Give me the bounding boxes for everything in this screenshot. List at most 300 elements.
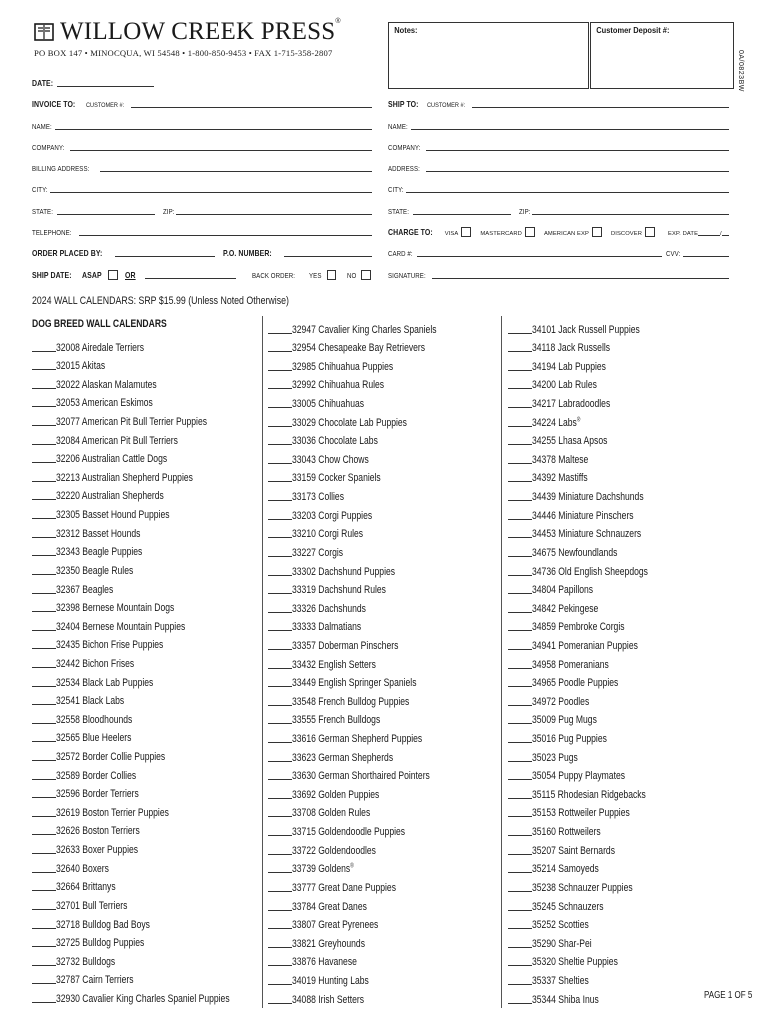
calendar-item[interactable] <box>32 466 279 485</box>
calendar-item-label: 33777 Great Dane Puppies <box>292 881 396 894</box>
quantity-blank[interactable] <box>268 556 292 557</box>
column-divider <box>501 316 502 1008</box>
quantity-blank[interactable] <box>32 965 56 966</box>
quantity-blank[interactable] <box>508 519 532 520</box>
quantity-blank[interactable] <box>32 369 56 370</box>
calendar-item[interactable] <box>508 988 681 1007</box>
calendar-item[interactable] <box>508 523 681 542</box>
quantity-blank[interactable] <box>508 481 532 482</box>
calendar-item[interactable] <box>268 411 477 430</box>
calendar-item[interactable] <box>32 857 279 876</box>
calendar-item[interactable] <box>508 746 681 765</box>
calendar-item[interactable] <box>32 801 279 820</box>
calendar-item[interactable] <box>268 392 477 411</box>
calendar-item[interactable] <box>32 969 279 988</box>
calendar-item-label: 32992 Chihuahua Rules <box>292 379 385 392</box>
calendar-item[interactable] <box>508 709 681 728</box>
calendar-item[interactable] <box>32 727 279 746</box>
quantity-blank[interactable] <box>268 370 292 371</box>
calendar-item[interactable] <box>32 559 279 578</box>
quantity-blank[interactable] <box>268 928 292 929</box>
calendar-item-label: 33821 Greyhounds <box>292 937 365 950</box>
customer-deposit-box[interactable]: Customer Deposit #: <box>590 22 734 89</box>
calendar-item-label: 35160 Rottweilers <box>532 826 601 839</box>
calendar-item[interactable] <box>508 969 681 988</box>
calendar-item-label: 32534 Black Lab Puppies <box>56 676 154 689</box>
quantity-blank[interactable] <box>268 1003 292 1004</box>
calendar-item[interactable] <box>268 485 477 504</box>
calendar-item[interactable] <box>268 858 477 877</box>
calendar-item[interactable] <box>268 672 477 691</box>
calendar-item-label: 33302 Dachshund Puppies <box>292 565 396 578</box>
calendar-item-label: 35337 Shelties <box>532 974 589 987</box>
calendar-item-label: 35115 Rhodesian Ridgebacks <box>532 788 646 801</box>
calendar-item[interactable] <box>268 802 477 821</box>
invoice-state-zip-field[interactable]: STATE: ZIP: <box>32 204 372 216</box>
calendar-item[interactable] <box>32 410 279 429</box>
quantity-blank[interactable] <box>268 686 292 687</box>
calendar-item-label: 32015 Akitas <box>56 360 106 373</box>
calendar-item-label: 32008 Airedale Terriers <box>56 341 145 354</box>
quantity-blank[interactable] <box>32 686 56 687</box>
invoice-name-field[interactable]: NAME: <box>32 119 372 131</box>
quantity-blank[interactable] <box>508 351 532 352</box>
quantity-blank[interactable] <box>508 835 532 836</box>
quantity-blank[interactable] <box>508 742 532 743</box>
quantity-blank[interactable] <box>508 891 532 892</box>
calendar-item[interactable] <box>508 467 681 486</box>
calendar-item-label: 34453 Miniature Schnauzers <box>532 528 642 541</box>
calendar-item[interactable] <box>32 838 279 857</box>
quantity-blank[interactable] <box>508 388 532 389</box>
quantity-blank[interactable] <box>508 612 532 613</box>
calendar-item[interactable] <box>32 522 279 541</box>
quantity-blank[interactable] <box>32 630 56 631</box>
calendar-item[interactable] <box>508 392 681 411</box>
calendar-item[interactable] <box>268 820 477 839</box>
catalog-heading: 2024 WALL CALENDARS: SRP $15.99 (Unless Noted Otherwise) <box>32 295 289 307</box>
calendar-item-label: 32053 American Eskimos <box>56 397 153 410</box>
quantity-blank[interactable] <box>32 406 56 407</box>
calendar-item[interactable] <box>508 430 681 449</box>
calendar-item-label: 32930 Cavalier King Charles Spaniel Puppies <box>56 992 230 1005</box>
calendar-item-label: 34804 Papillons <box>532 584 594 597</box>
quantity-blank[interactable] <box>268 630 292 631</box>
quantity-blank[interactable] <box>32 425 56 426</box>
calendar-item[interactable] <box>32 745 279 764</box>
calendar-item[interactable] <box>268 746 477 765</box>
calendar-item-label: 32022 Alaskan Malamutes <box>56 378 157 391</box>
quantity-blank[interactable] <box>32 834 56 835</box>
quantity-blank[interactable] <box>268 668 292 669</box>
order-placed-by-field[interactable]: ORDER PLACED BY: P.O. NUMBER: <box>32 246 372 258</box>
quantity-blank[interactable] <box>32 872 56 873</box>
invoice-city-field[interactable]: CITY: <box>32 182 372 194</box>
quantity-blank[interactable] <box>508 575 532 576</box>
calendar-item[interactable] <box>268 783 477 802</box>
calendar-item-label: 32541 Black Labs <box>56 695 125 708</box>
calendar-item[interactable] <box>268 951 477 970</box>
quantity-blank[interactable] <box>508 333 532 334</box>
calendar-item[interactable] <box>32 932 279 951</box>
quantity-blank[interactable] <box>508 761 532 762</box>
quantity-blank[interactable] <box>268 965 292 966</box>
calendar-item[interactable] <box>508 727 681 746</box>
calendar-item[interactable] <box>268 616 477 635</box>
calendar-item[interactable] <box>268 653 477 672</box>
visa-checkbox[interactable] <box>461 227 471 237</box>
quantity-blank[interactable] <box>32 797 56 798</box>
calendar-item[interactable] <box>268 765 477 784</box>
quantity-blank[interactable] <box>268 426 292 427</box>
quantity-blank[interactable] <box>508 463 532 464</box>
invoice-to-customer-field[interactable]: INVOICE TO: CUSTOMER #: <box>32 97 372 109</box>
calendar-item-label: 33715 Goldendoodle Puppies <box>292 826 406 839</box>
quantity-blank[interactable] <box>32 928 56 929</box>
quantity-blank[interactable] <box>268 575 292 576</box>
quantity-blank[interactable] <box>32 704 56 705</box>
calendar-item[interactable] <box>508 616 681 635</box>
billing-address-field[interactable]: BILLING ADDRESS: <box>32 161 372 173</box>
calendar-item-label: 34941 Pomeranian Puppies <box>532 639 638 652</box>
calendar-item-label: 33203 Corgi Puppies <box>292 509 373 522</box>
quantity-blank[interactable] <box>508 910 532 911</box>
calendar-item[interactable] <box>268 337 477 356</box>
quantity-blank[interactable] <box>32 853 56 854</box>
calendar-item[interactable] <box>508 932 681 951</box>
amex-checkbox[interactable] <box>592 227 602 237</box>
calendar-item-label: 32985 Chihuahua Puppies <box>292 360 394 373</box>
calendar-item[interactable] <box>268 932 477 951</box>
calendar-item[interactable] <box>268 579 477 598</box>
quantity-blank[interactable] <box>32 1002 56 1003</box>
calendar-item[interactable] <box>268 523 477 542</box>
calendar-item-label: 33432 English Setters <box>292 658 376 671</box>
calendar-item[interactable] <box>508 634 681 653</box>
quantity-blank[interactable] <box>508 500 532 501</box>
calendar-item-label: 34965 Poodle Puppies <box>532 677 619 690</box>
quantity-blank[interactable] <box>268 333 292 334</box>
calendar-item[interactable] <box>508 374 681 393</box>
calendar-item[interactable] <box>268 318 477 337</box>
quantity-blank[interactable] <box>32 555 56 556</box>
calendar-item[interactable] <box>508 820 681 839</box>
quantity-blank[interactable] <box>508 407 532 408</box>
calendar-item[interactable] <box>508 541 681 560</box>
quantity-blank[interactable] <box>508 370 532 371</box>
calendar-item-label: 34088 Irish Setters <box>292 993 365 1006</box>
calendar-item-label: 32596 Border Terriers <box>56 788 139 801</box>
calendar-item[interactable] <box>268 690 477 709</box>
calendar-item-label: 32442 Bichon Frises <box>56 657 135 670</box>
quantity-blank[interactable] <box>32 909 56 910</box>
mastercard-checkbox[interactable] <box>525 227 535 237</box>
quantity-blank[interactable] <box>508 705 532 706</box>
quantity-blank[interactable] <box>32 983 56 984</box>
quantity-blank[interactable] <box>268 984 292 985</box>
quantity-blank[interactable] <box>268 854 292 855</box>
asap-checkbox[interactable] <box>108 270 118 280</box>
quantity-blank[interactable] <box>32 741 56 742</box>
calendar-item[interactable] <box>32 708 279 727</box>
quantity-blank[interactable] <box>32 611 56 612</box>
calendar-item[interactable] <box>32 541 279 560</box>
ship-city-field[interactable]: CITY: <box>388 182 729 194</box>
quantity-blank[interactable] <box>268 444 292 445</box>
calendar-item-label: 35016 Pug Puppies <box>532 733 607 746</box>
quantity-blank[interactable] <box>268 407 292 408</box>
calendar-item[interactable] <box>268 374 477 393</box>
calendar-item[interactable] <box>268 634 477 653</box>
quantity-blank[interactable] <box>268 742 292 743</box>
ship-company-field[interactable]: COMPANY: <box>388 140 729 152</box>
quantity-blank[interactable] <box>268 519 292 520</box>
calendar-item-label: 34118 Jack Russells <box>532 342 611 355</box>
quantity-blank[interactable] <box>508 444 532 445</box>
quantity-blank[interactable] <box>32 667 56 668</box>
quantity-blank[interactable] <box>268 816 292 817</box>
calendar-item[interactable] <box>268 988 477 1007</box>
discover-checkbox[interactable] <box>645 227 655 237</box>
charge-to-field[interactable]: CHARGE TO: VISA MASTERCARD AMERICAN EXP DISCOVER EXP. DATE / <box>388 225 729 237</box>
calendar-item[interactable] <box>508 597 681 616</box>
calendar-item-label: 32787 Cairn Terriers <box>56 974 134 987</box>
calendar-item-label: 32305 Basset Hound Puppies <box>56 509 170 522</box>
invoice-company-field[interactable]: COMPANY: <box>32 140 372 152</box>
calendar-item[interactable] <box>32 615 279 634</box>
page-number: PAGE 1 OF 5 <box>704 990 753 1001</box>
calendar-item[interactable] <box>508 653 681 672</box>
quantity-blank[interactable] <box>32 518 56 519</box>
quantity-blank[interactable] <box>268 910 292 911</box>
quantity-blank[interactable] <box>32 499 56 500</box>
quantity-blank[interactable] <box>32 890 56 891</box>
calendar-item[interactable] <box>32 503 279 522</box>
calendar-item[interactable] <box>32 987 279 1006</box>
calendar-item-label: 35214 Samoyeds <box>532 863 599 876</box>
book-logo-icon <box>34 22 54 42</box>
quantity-blank[interactable] <box>508 649 532 650</box>
quantity-blank[interactable] <box>268 872 292 873</box>
quantity-blank[interactable] <box>32 723 56 724</box>
quantity-blank[interactable] <box>32 462 56 463</box>
quantity-blank[interactable] <box>32 946 56 947</box>
calendar-item-label: 33739 Goldens® <box>292 863 354 876</box>
calendar-item[interactable] <box>32 671 279 690</box>
quantity-blank[interactable] <box>268 593 292 594</box>
calendar-item-label: 33807 Great Pyrenees <box>292 919 379 932</box>
calendar-item[interactable] <box>32 634 279 653</box>
calendar-item[interactable] <box>508 560 681 579</box>
calendar-item[interactable] <box>508 448 681 467</box>
calendar-item[interactable] <box>32 876 279 895</box>
notes-box[interactable]: Notes: <box>388 22 589 89</box>
calendar-item[interactable] <box>508 672 681 691</box>
catalog-column-1 <box>32 318 279 1006</box>
quantity-blank[interactable] <box>268 761 292 762</box>
ship-state-zip-field[interactable]: STATE: ZIP: <box>388 204 729 216</box>
quantity-blank[interactable] <box>268 500 292 501</box>
calendar-item[interactable] <box>268 467 477 486</box>
calendar-item[interactable] <box>508 914 681 933</box>
ship-to-customer-field[interactable]: SHIP TO: CUSTOMER #: <box>388 97 729 109</box>
quantity-blank[interactable] <box>508 1003 532 1004</box>
quantity-blank[interactable] <box>508 426 532 427</box>
quantity-blank[interactable] <box>508 798 532 799</box>
quantity-blank[interactable] <box>32 481 56 482</box>
quantity-blank[interactable] <box>268 798 292 799</box>
calendar-item[interactable] <box>508 485 681 504</box>
quantity-blank[interactable] <box>268 463 292 464</box>
calendar-item[interactable] <box>508 411 681 430</box>
calendar-item-label: 32633 Boxer Puppies <box>56 844 139 857</box>
catalog-column-3 <box>508 318 681 1007</box>
calendar-item-label: 33630 German Shorthaired Pointers <box>292 770 430 783</box>
quantity-blank[interactable] <box>268 779 292 780</box>
calendar-item-label: 35054 Puppy Playmates <box>532 770 626 783</box>
quantity-blank[interactable] <box>268 388 292 389</box>
calendar-item[interactable] <box>508 951 681 970</box>
quantity-blank[interactable] <box>32 574 56 575</box>
quantity-blank[interactable] <box>32 444 56 445</box>
quantity-blank[interactable] <box>508 928 532 929</box>
calendar-item[interactable] <box>268 504 477 523</box>
ship-date-field[interactable]: SHIP DATE: ASAP OR BACK ORDER: YES NO <box>32 266 374 280</box>
telephone-field[interactable]: TELEPHONE: <box>32 225 372 237</box>
quantity-blank[interactable] <box>268 705 292 706</box>
quantity-blank[interactable] <box>268 835 292 836</box>
calendar-item-label: 34972 Poodles <box>532 695 590 708</box>
calendar-item[interactable] <box>268 839 477 858</box>
calendar-item[interactable] <box>268 895 477 914</box>
signature-field[interactable]: SIGNATURE: <box>388 268 729 280</box>
calendar-item[interactable] <box>32 913 279 932</box>
calendar-item[interactable] <box>508 579 681 598</box>
calendar-item-label: 35238 Schnauzer Puppies <box>532 881 633 894</box>
quantity-blank[interactable] <box>268 612 292 613</box>
calendar-item[interactable] <box>32 355 279 374</box>
calendar-item-label: 32077 American Pit Bull Terrier Puppies <box>56 416 208 429</box>
calendar-item-label: 33708 Golden Rules <box>292 807 371 820</box>
quantity-blank[interactable] <box>32 537 56 538</box>
calendar-item[interactable] <box>32 392 279 411</box>
quantity-blank[interactable] <box>508 593 532 594</box>
quantity-blank[interactable] <box>508 723 532 724</box>
calendar-item[interactable] <box>508 690 681 709</box>
company-name: WILLOW CREEK PRESS® <box>60 18 341 45</box>
quantity-blank[interactable] <box>268 537 292 538</box>
calendar-item[interactable] <box>32 652 279 671</box>
quantity-blank[interactable] <box>508 872 532 873</box>
quantity-blank[interactable] <box>508 984 532 985</box>
calendar-item[interactable] <box>32 485 279 504</box>
calendar-item[interactable] <box>32 597 279 616</box>
calendar-item[interactable] <box>268 876 477 895</box>
calendar-item[interactable] <box>268 560 477 579</box>
calendar-item-label: 35207 Saint Bernards <box>532 844 616 857</box>
quantity-blank[interactable] <box>32 388 56 389</box>
quantity-blank[interactable] <box>268 723 292 724</box>
calendar-item[interactable] <box>508 765 681 784</box>
calendar-item[interactable] <box>268 914 477 933</box>
calendar-item[interactable] <box>508 802 681 821</box>
calendar-item[interactable] <box>32 950 279 969</box>
quantity-blank[interactable] <box>32 351 56 352</box>
calendar-item[interactable] <box>268 709 477 728</box>
calendar-item[interactable] <box>32 820 279 839</box>
calendar-item[interactable] <box>32 336 279 355</box>
calendar-item[interactable] <box>508 318 681 337</box>
quantity-blank[interactable] <box>32 593 56 594</box>
calendar-item[interactable] <box>32 783 279 802</box>
calendar-item[interactable] <box>268 597 477 616</box>
quantity-blank[interactable] <box>508 779 532 780</box>
calendar-item[interactable] <box>32 764 279 783</box>
calendar-item[interactable] <box>508 504 681 523</box>
calendar-item[interactable] <box>508 876 681 895</box>
card-number-field[interactable]: CARD #: CVV: <box>388 246 729 258</box>
company-address: PO BOX 147 • MINOCQUA, WI 54548 • 1-800-850-9453 • FAX 1-715-358-2807 <box>34 48 333 58</box>
quantity-blank[interactable] <box>508 816 532 817</box>
calendar-item-label: 34736 Old English Sheepdogs <box>532 565 648 578</box>
calendar-item[interactable] <box>508 858 681 877</box>
calendar-item[interactable] <box>268 727 477 746</box>
calendar-item[interactable] <box>268 430 477 449</box>
calendar-item[interactable] <box>508 895 681 914</box>
calendar-item-label: 33210 Corgi Rules <box>292 528 364 541</box>
calendar-item[interactable] <box>268 355 477 374</box>
quantity-blank[interactable] <box>508 556 532 557</box>
calendar-item[interactable] <box>32 894 279 913</box>
calendar-item[interactable] <box>268 969 477 988</box>
quantity-blank[interactable] <box>268 947 292 948</box>
calendar-item[interactable] <box>32 429 279 448</box>
date-field[interactable]: DATE: <box>32 76 154 88</box>
quantity-blank[interactable] <box>508 854 532 855</box>
quantity-blank[interactable] <box>508 947 532 948</box>
calendar-item-label: 34217 Labradoodles <box>532 398 611 411</box>
quantity-blank[interactable] <box>508 965 532 966</box>
calendar-item[interactable] <box>508 783 681 802</box>
quantity-blank[interactable] <box>268 351 292 352</box>
quantity-blank[interactable] <box>508 630 532 631</box>
calendar-item[interactable] <box>32 373 279 392</box>
quantity-blank[interactable] <box>268 891 292 892</box>
quantity-blank[interactable] <box>508 686 532 687</box>
calendar-item[interactable] <box>508 355 681 374</box>
quantity-blank[interactable] <box>32 816 56 817</box>
quantity-blank[interactable] <box>32 779 56 780</box>
ship-name-field[interactable]: NAME: <box>388 119 729 131</box>
back-order-no-checkbox[interactable] <box>361 270 371 280</box>
calendar-item[interactable] <box>32 448 279 467</box>
calendar-item[interactable] <box>32 578 279 597</box>
quantity-blank[interactable] <box>508 668 532 669</box>
calendar-item[interactable] <box>508 839 681 858</box>
back-order-yes-checkbox[interactable] <box>327 270 337 280</box>
calendar-item[interactable] <box>32 690 279 709</box>
calendar-item-label: 34446 Miniature Pinschers <box>532 509 634 522</box>
quantity-blank[interactable] <box>508 537 532 538</box>
quantity-blank[interactable] <box>32 760 56 761</box>
calendar-item[interactable] <box>508 337 681 356</box>
calendar-item[interactable] <box>268 541 477 560</box>
quantity-blank[interactable] <box>32 648 56 649</box>
calendar-item[interactable] <box>268 448 477 467</box>
quantity-blank[interactable] <box>268 481 292 482</box>
ship-address-field[interactable]: ADDRESS: <box>388 161 729 173</box>
quantity-blank[interactable] <box>268 649 292 650</box>
